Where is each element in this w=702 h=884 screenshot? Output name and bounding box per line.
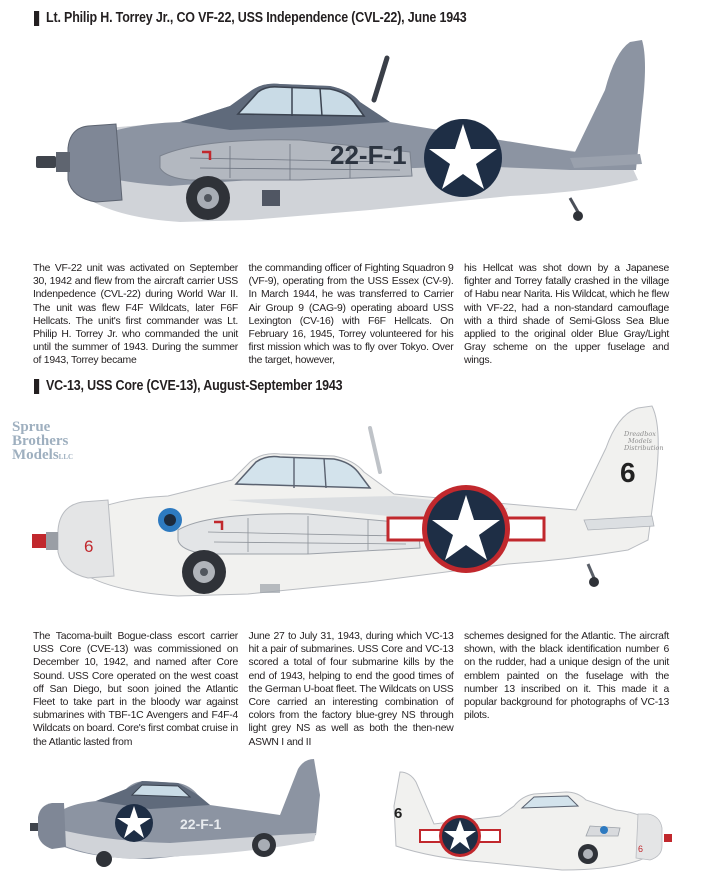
svg-text:Models: Models	[628, 437, 652, 445]
antenna-mast	[374, 58, 387, 100]
section2-col-2: June 27 to July 31, 1943, during which VC-13 hit a pair of submarines. USS Core and VC-13 scored a total of four submarine kills by the end of 1943, helping to end the good times of the German U-boat fleet. The Wildcats on USS Core carried an interesting combination of colors from the factory blue-grey NS through light grey NS as well as both the then-new ASWN I and II	[248, 631, 454, 748]
section2-text-columns	[33, 630, 669, 749]
thumbnail-torrey-wildcat	[30, 755, 340, 875]
svg-text:Distribution: Distribution	[624, 444, 664, 452]
heading-bar	[34, 379, 39, 394]
thumbnail-vc13-wildcat	[360, 770, 680, 880]
tail-wheel	[573, 211, 583, 221]
propeller-hub	[36, 156, 56, 168]
section1-col-1: The VF-22 unit was activated on September 30, 1942 and flew from the aircraft carrier USS Indenpedence (CVL-22) during World War II. The unit was flew F4F Wildcats, later F6F Hellcats. The unit's first commander was Lt. Philip H. Torrey Jr. who commanded the unit until the summer of 1943. During the summer of 1943, Torrey became	[33, 263, 238, 367]
watermark-logo: Sprue Brothers ModelsLLC	[12, 419, 74, 463]
antenna-mast	[370, 428, 380, 472]
spinner-red	[32, 534, 46, 548]
thumb-fuselage	[394, 772, 660, 870]
section1-heading	[34, 10, 467, 26]
thumb-rudder-number: 6	[394, 805, 403, 822]
cowl-number: 6	[84, 537, 94, 556]
rudder-number: 6	[620, 457, 636, 488]
thumb-code: 22-F-1	[180, 816, 222, 832]
tail-wheel	[589, 577, 599, 587]
section2-heading-text: VC-13, USS Core (CVE-13), August-September 1943	[46, 378, 343, 394]
section2-heading	[34, 378, 342, 394]
svg-text:Dreadbox: Dreadbox	[624, 430, 656, 438]
section1-heading-text: Lt. Philip H. Torrey Jr., CO VF-22, USS Independence (CVL-22), June 1943	[46, 10, 467, 26]
thumb-cowl-number: 6	[638, 844, 644, 854]
section1-text-columns	[33, 262, 669, 368]
cowling	[68, 124, 122, 202]
heading-bar	[34, 11, 39, 26]
profile-torrey-wildcat	[30, 30, 680, 240]
section2-col-1: The Tacoma-built Bogue-class escort carrier USS Core (CVE-13) was commissioned on December 10, 1942, and named after Core Sound. USS Core operated on the west coast off San Diego, but soon joined the Atlantic Fleet to take part in the bloody war against submarines with TBF-1C Avengers and F4F-4 Wildcats on board. Core's first combat cruise in the Atlantic lasted from	[33, 631, 238, 748]
profile-vc13-wildcat	[28, 400, 688, 620]
section2-col-3: schemes designed for the Atlantic. The aircraft shown, with the black identification number 6 on the rudder, had a unique design of the unit emblem painted on the fuselage with the number 13 inscribed on it. This made it a popular background for photographs of VC-13 pilots.	[464, 631, 669, 722]
section1-col-3: his Hellcat was shot down by a Japanese fighter and Torrey fatally crashed in the village of Habu near Narita. His Wildcat, which he flew with VF-22, had a non-standard camouflage with a third shade of Semi-Gloss Sea Blue applied to the original older Blue Gray/Light Gray scheme on the upper fuselage and wings.	[464, 263, 669, 367]
aircraft-code: 22-F-1	[330, 140, 407, 170]
section1-col-2: the commanding officer of Fighting Squadron 9 (VF-9), operating from the USS Essex (CV-9). In March 1944, he was transferred to Carrier Air Group 9 (CAG-9) operating aboard USS Lexington (CV-16) with F6F Hellcats. On February 16, 1945, Torrey volunteered for his first mission which was to fly over Tokyo. Over the target, however,	[248, 263, 454, 367]
